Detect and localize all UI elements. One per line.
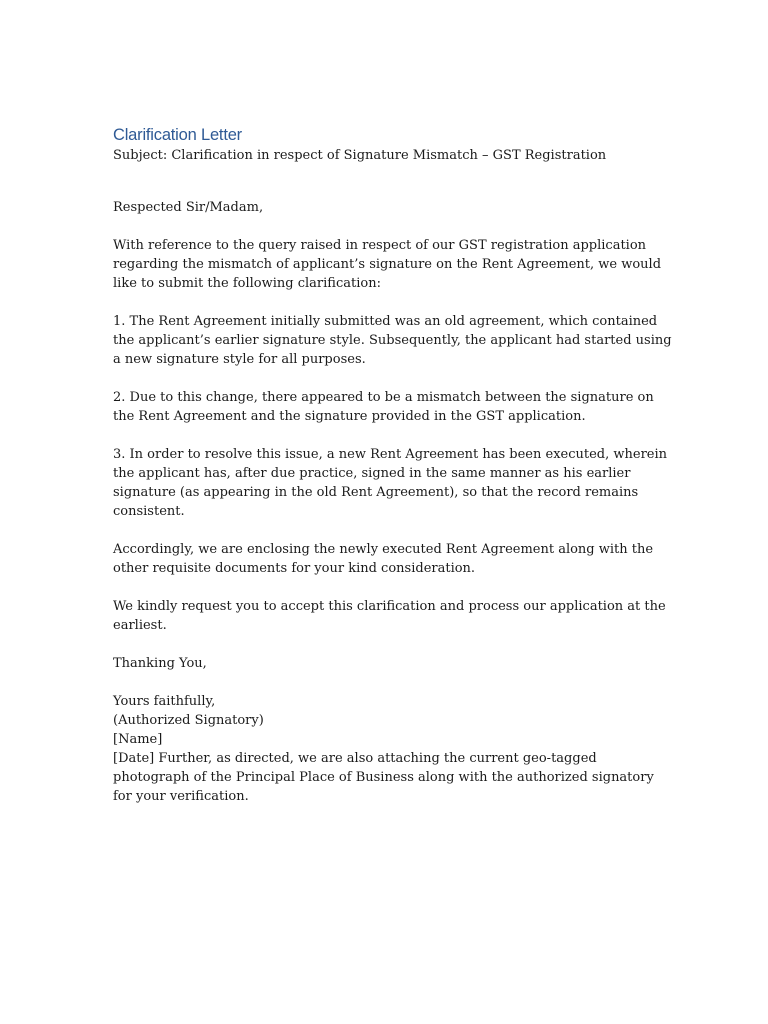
signatory-line: (Authorized Signatory)	[113, 713, 264, 728]
name-placeholder: [Name]	[113, 732, 163, 747]
letter-subject: Subject: Clarification in respect of Signature Mismatch – GST Registration	[113, 148, 607, 163]
date-and-note: [Date] Further, as directed, we are also attaching the current geo-tagged photograph of the Principal Place of Business along with the authorized signatory for your verification.	[113, 751, 654, 804]
closing-line: Yours faithfully,	[113, 694, 216, 709]
intro-paragraph: With reference to the query raised in respect of our GST registration application regarding the mismatch of applicant’s signature on the Rent Agreement, we would like to submit the following clarification:	[113, 238, 662, 291]
request-paragraph: We kindly request you to accept this clarification and process our application at the earliest.	[113, 599, 666, 633]
point-3: 3. In order to resolve this issue, a new Rent Agreement has been executed, wherein the applicant has, after due practice, signed in the same manner as his earlier signature (as appearing in the old Rent Agreement), so that the record remains consistent.	[113, 447, 668, 519]
letter-title: Clarification Letter	[113, 126, 242, 144]
enclosure-paragraph: Accordingly, we are enclosing the newly executed Rent Agreement along with the other requisite documents for your kind consideration.	[113, 542, 654, 576]
point-1: 1. The Rent Agreement initially submitted was an old agreement, which contained the applicant’s earlier signature style. Subsequently, the applicant had started using a new signature style for all purposes.	[113, 314, 672, 367]
thanks-line: Thanking You,	[113, 656, 207, 671]
salutation: Respected Sir/Madam,	[113, 200, 264, 215]
point-2: 2. Due to this change, there appeared to be a mismatch between the signature on the Rent Agreement and the signature provided in the GST application.	[113, 390, 654, 424]
letter-body	[113, 124, 673, 806]
